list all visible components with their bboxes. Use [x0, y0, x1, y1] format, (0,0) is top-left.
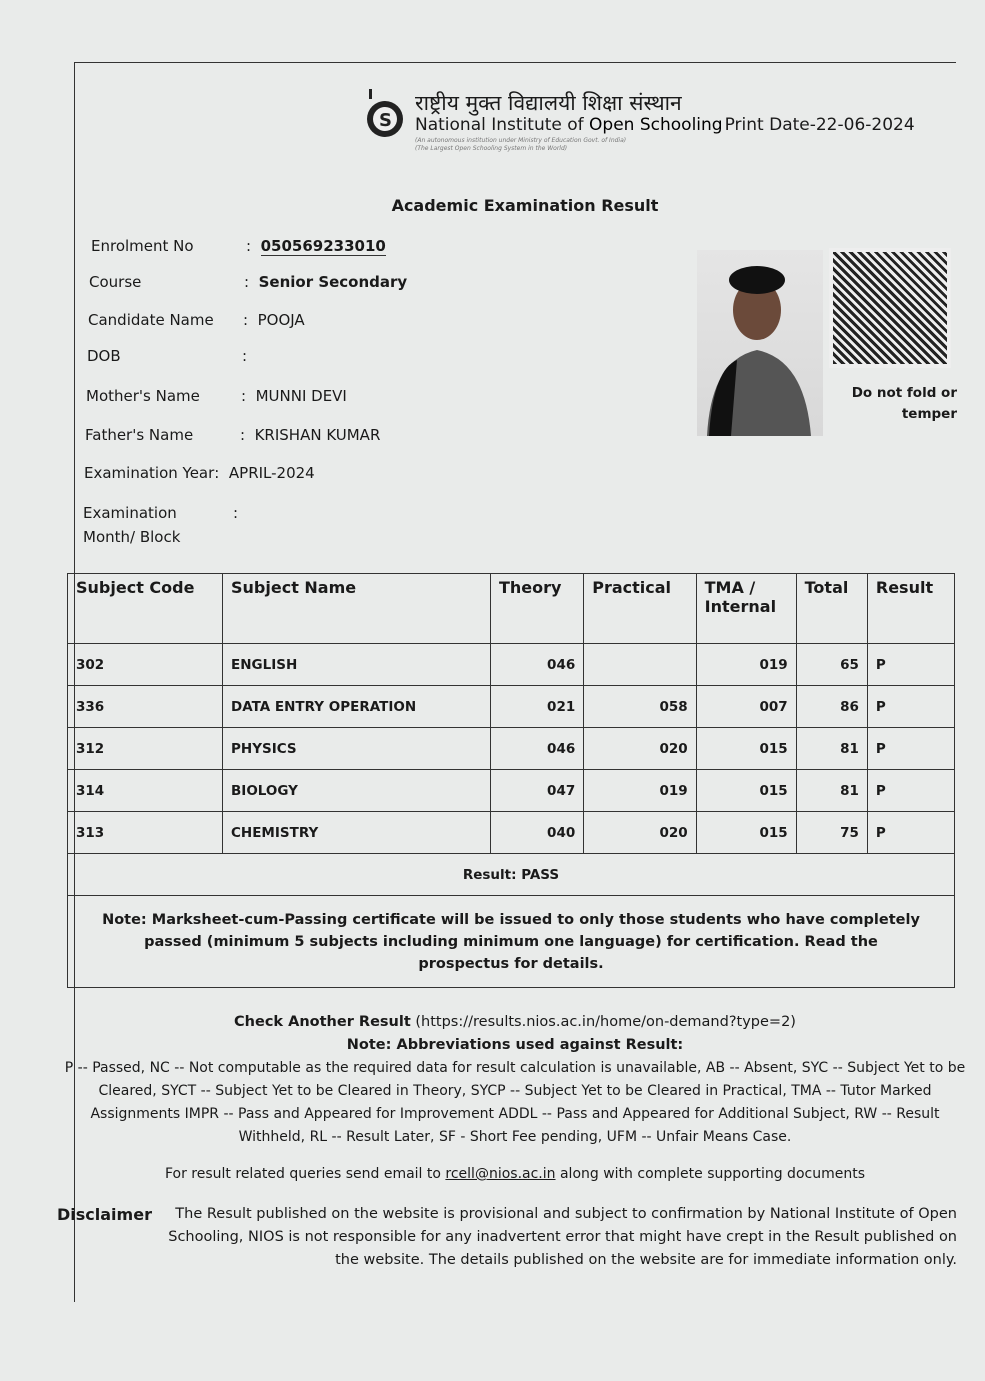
tma: 015: [696, 770, 796, 812]
qr-code: [829, 248, 951, 368]
enrolment-no: 050569233010: [260, 237, 386, 255]
result-sheet: S राष्ट्रीय मुक्त विद्यालयी शिक्षा संस्थान National Institute of Open Schooling Print Date-22-06-2024 (An autonomous institution under Ministry of Education Govt. of India) (The Largest Open Schooling System in the World) Academic Examination Result Enrolment No : 050569233010 Course : Senior Secondary Candidate Name : POOJA DOB : Mother's Name : MUNNI DEVI Father's Name : KRISHAN KUMAR Examination Year: APRIL-2024 Examination Month/ Block: Do not fold or temper Subject Code Subject Name Theory Practical TMA / Internal Total Result 302 ENGLISH 046 019 65 P 336 DATA ENTRY OPERATION 021 058 007 86 P 312 PHYSICS 046 020 015 81 P 314 BIOLOGY 047 019 015 81 P 313 CHEMISTRY 040 020 015 75 P Result: PASS Note: Marksheet-cum-Passing certificate will be issued to only those students who have completely passed (minimum 5 subjects including minimum one language) for certification. Read the prospectus for details. Check Another Result (https://results.nios.ac.in/home/on-demand?type=2) Note: Abbreviations used against Result: P -- Passed, NC -- Not computable as the required data for result calculation is unavailable, AB -- Absent, SYC -- Subject Yet to be Cleared, SYCT -- Subject Yet to be Cleared in Theory, SYCP -- Subject Yet to be Cleared in Practical, TMA -- Tutor Marked Assignments IMPR -- Pass and Appeared for Improvement ADDL -- Pass and Appeared for Additional Subject, RW -- Result Withheld, RL -- Result Later, SF - Short Fee pending, UFM -- Unfair Means Case. For result related queries send email to rcell@nios.ac.in along with complete supporting documents Disclaimer The Result published on the website is provisional and subject to confirmation by National Institute of Open Schooling, NIOS is not responsible for any inadvertent error that might have crept in the Result published on the website. The details published on the website are for immediate information only.: [74, 62, 956, 1302]
theory: 021: [491, 686, 584, 728]
email-link[interactable]: rcell@nios.ac.in: [445, 1166, 556, 1182]
theory: 046: [491, 728, 584, 770]
table-row: [68, 644, 955, 686]
result: P: [867, 812, 954, 854]
total: 81: [796, 770, 867, 812]
table-row: [68, 812, 955, 854]
table-row: [68, 728, 955, 770]
tagline: (The Largest Open Schooling System in the World): [415, 145, 568, 152]
subject-code: 312: [68, 728, 223, 770]
tma: 019: [696, 644, 796, 686]
practical: 058: [584, 686, 696, 728]
certificate-note: Note: Marksheet-cum-Passing certificate will be issued to only those students who have completely passed (minimum 5 subjects including minimum one language) for certification. Read the prospectus for details.: [68, 896, 955, 988]
practical: 020: [584, 728, 696, 770]
print-date: Print Date-22-06-2024: [724, 115, 915, 135]
subject-code: 302: [68, 644, 223, 686]
subject-code: 314: [68, 770, 223, 812]
result: P: [867, 770, 954, 812]
result: P: [867, 644, 954, 686]
hindi-name: राष्ट्रीय मुक्त विद्यालयी शिक्षा संस्थान: [415, 91, 682, 115]
result: P: [867, 728, 954, 770]
check-result-link[interactable]: (https://results.nios.ac.in/home/on-demand?type=2): [415, 1014, 796, 1030]
table-row: [68, 686, 955, 728]
svg-text:S: S: [379, 110, 392, 131]
practical: 019: [584, 770, 696, 812]
course: Senior Secondary: [258, 273, 408, 291]
father-name: KRISHAN KUMAR: [254, 426, 381, 444]
tagline: (An autonomous institution under Ministry of Education Govt. of India): [415, 137, 627, 144]
table-row: [68, 770, 955, 812]
total: 75: [796, 812, 867, 854]
tma: 007: [696, 686, 796, 728]
subject-name: ENGLISH: [223, 644, 491, 686]
subject-name: CHEMISTRY: [223, 812, 491, 854]
disclaimer: Disclaimer The Result published on the website is provisional and subject to confirmation by National Institute of Open Schooling, NIOS is not responsible for any inadvertent error that might have crept in the Result published on the website. The details published on the website are for immediate information only.: [57, 1205, 957, 1268]
candidate-name: POOJA: [257, 311, 305, 329]
abbreviations-text: P -- Passed, NC -- Not computable as the required data for result calculation is unavailable, AB -- Absent, SYC -- Subject Yet to be Cleared, SYCT -- Subject Yet to be Cleared in Theory, SYCP -- Subject Yet to be Cleared in Practical, TMA -- Tutor Marked Assignments IMPR -- Pass and Appeared for Improvement ADDL -- Pass and Appeared for Additional Subject, RW -- Result Withheld, RL -- Result Later, SF - Short Fee pending, UFM -- Unfair Means Case.: [64, 1060, 966, 1145]
theory: 046: [491, 644, 584, 686]
total: 65: [796, 644, 867, 686]
subject-code: 313: [68, 812, 223, 854]
practical: [584, 644, 696, 686]
theory: 040: [491, 812, 584, 854]
practical: 020: [584, 812, 696, 854]
nios-logo: [363, 89, 407, 141]
tma: 015: [696, 812, 796, 854]
subject-name: DATA ENTRY OPERATION: [223, 686, 491, 728]
overall-result: Result: PASS: [68, 854, 955, 896]
total: 81: [796, 728, 867, 770]
abbreviations-title: Note: Abbreviations used against Result:: [346, 1037, 684, 1053]
subject-name: PHYSICS: [223, 728, 491, 770]
total: 86: [796, 686, 867, 728]
tma: 015: [696, 728, 796, 770]
subject-name: BIOLOGY: [223, 770, 491, 812]
institute-name: National Institute of Open Schooling Print Date-22-06-2024: [415, 115, 915, 135]
subject-code: 336: [68, 686, 223, 728]
theory: 047: [491, 770, 584, 812]
check-result-label: Check Another Result: [234, 1014, 411, 1030]
result: P: [867, 686, 954, 728]
candidate-photo: [697, 250, 823, 436]
notice: Do not fold or temper: [851, 385, 957, 422]
page-title: Academic Examination Result: [391, 196, 659, 215]
mother-name: MUNNI DEVI: [255, 387, 347, 405]
marks-table: Subject Code Subject Name Theory Practical TMA / Internal Total Result 302 ENGLISH 046 019 65 P 336 DATA ENTRY OPERATION 021 058 007 86 P 312 PHYSICS 046 020 015 81 P 314 BIOLOGY 047 019 015 81 P 313 CHEMISTRY 040 020 015 75 P Result: PASS Note: Marksheet-cum-Passing certificate will be issued to only those students who have completely passed (minimum 5 subjects including minimum one language) for certification. Read the prospectus for details.: [67, 573, 955, 988]
exam-year: APRIL-2024: [228, 464, 315, 482]
